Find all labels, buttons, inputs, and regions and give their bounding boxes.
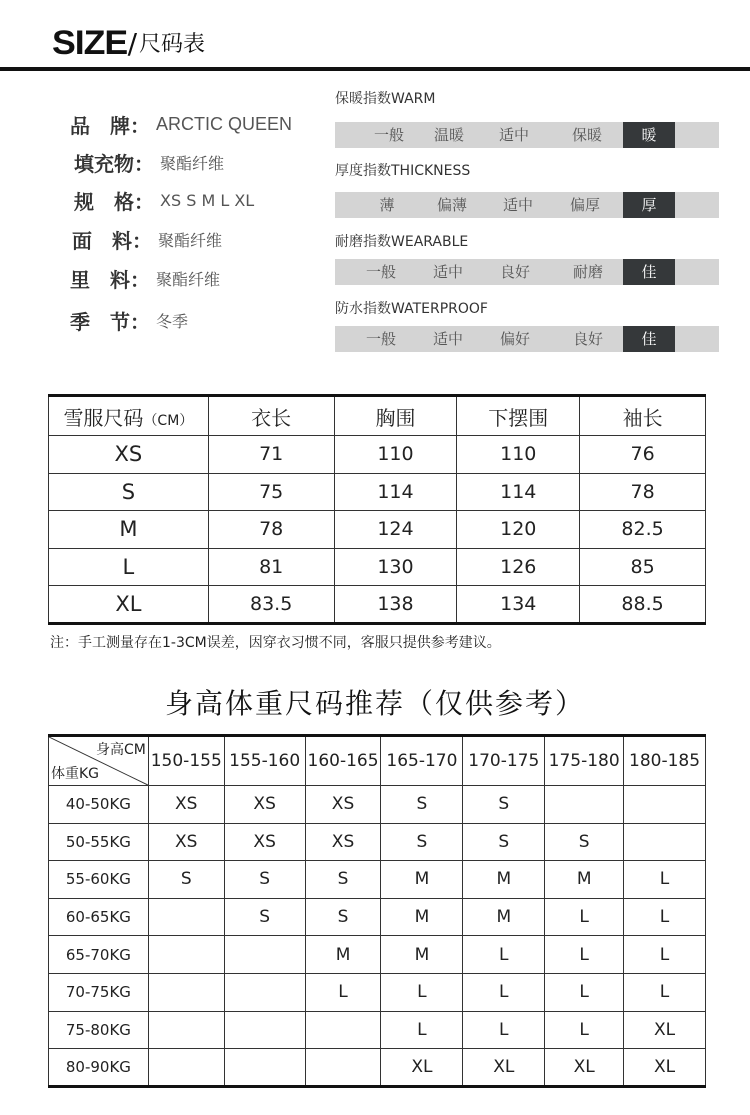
row-size: XS [49, 436, 209, 474]
cell: 114 [457, 473, 580, 511]
cell: XS [224, 786, 305, 824]
cell: XS [148, 786, 224, 824]
cell: 88.5 [580, 586, 706, 624]
table-row [49, 973, 706, 1011]
row-weight: 60-65KG [49, 898, 149, 936]
cell [148, 898, 224, 936]
cell: XL [463, 1049, 545, 1087]
spec-label: 季 节： [70, 310, 150, 334]
cell: M [463, 898, 545, 936]
weight-axis-label: 体重KG [51, 766, 100, 782]
cell: 83.5 [208, 586, 334, 624]
wearable-index-title: 耐磨指数WEARABLE [335, 234, 469, 250]
table-row [49, 473, 706, 511]
cell: XS [305, 823, 381, 861]
cell: XS [148, 823, 224, 861]
index-level-selected: 佳 [623, 259, 675, 285]
cell: M [545, 861, 624, 899]
spec-brand [70, 110, 292, 139]
thickness-index-title: 厚度指数THICKNESS [335, 163, 471, 179]
cell: S [545, 823, 624, 861]
spec-label: 规 格： [74, 190, 154, 214]
cell [305, 1011, 381, 1049]
table-corner: 雪服尺码（CM） [49, 396, 209, 436]
cell: S [224, 861, 305, 899]
cell [624, 823, 706, 861]
index-level: 适中 [432, 263, 463, 281]
warm-index-title: 保暖指数WARM [335, 91, 436, 107]
column-header: 170-175 [463, 736, 545, 786]
spec-label: 里 料： [70, 268, 150, 292]
column-header: 155-160 [224, 736, 305, 786]
cell: M [381, 936, 463, 974]
cell [624, 786, 706, 824]
cell: 82.5 [580, 511, 706, 549]
index-level: 适中 [502, 196, 533, 214]
cell: L [463, 973, 545, 1011]
index-level: 薄 [379, 196, 395, 214]
row-size: L [49, 548, 209, 586]
spec-filling [74, 148, 224, 177]
column-header: 袖长 [580, 396, 706, 436]
spec-sizes [74, 186, 254, 215]
row-size: XL [49, 586, 209, 624]
row-weight: 40-50KG [49, 786, 149, 824]
spec-value: XS S M L XL [160, 191, 255, 210]
table-row [49, 1011, 706, 1049]
cell: S [463, 823, 545, 861]
cell: XS [224, 823, 305, 861]
cell: L [624, 861, 706, 899]
index-level: 一般 [373, 126, 404, 144]
title-separator: / [127, 27, 138, 60]
cell: 114 [334, 473, 457, 511]
cell: L [545, 973, 624, 1011]
table-corner [49, 736, 149, 786]
spec-value: ARCTIC QUEEN [156, 114, 293, 134]
cell: L [463, 1011, 545, 1049]
cell: L [463, 936, 545, 974]
column-header: 150-155 [148, 736, 224, 786]
cell [545, 786, 624, 824]
cell [148, 1011, 224, 1049]
title-en: SIZE [52, 24, 128, 62]
cell [148, 936, 224, 974]
index-level: 偏厚 [569, 196, 600, 214]
spec-label: 填充物： [74, 152, 154, 176]
cell: 120 [457, 511, 580, 549]
table-row [49, 823, 706, 861]
table-row [49, 936, 706, 974]
cell: L [545, 936, 624, 974]
cell: L [381, 1011, 463, 1049]
row-weight: 50-55KG [49, 823, 149, 861]
wearable-index-bar [335, 259, 719, 285]
cell: L [305, 973, 381, 1011]
cell: XS [305, 786, 381, 824]
column-header: 180-185 [624, 736, 706, 786]
index-level: 良好 [572, 330, 603, 348]
header-divider [0, 67, 750, 71]
table-row [49, 786, 706, 824]
cell: S [381, 823, 463, 861]
cell [224, 1049, 305, 1087]
index-level-selected: 厚 [623, 192, 675, 218]
page-title [52, 24, 205, 60]
table-row [49, 548, 706, 586]
cell: S [148, 861, 224, 899]
cell: L [381, 973, 463, 1011]
height-weight-table [48, 734, 706, 1088]
table-row [49, 861, 706, 899]
row-weight: 75-80KG [49, 1011, 149, 1049]
row-size: M [49, 511, 209, 549]
cell: 81 [208, 548, 334, 586]
index-level: 适中 [498, 126, 529, 144]
height-axis-label: 身高CM [95, 742, 146, 758]
cell: XL [545, 1049, 624, 1087]
cell: 138 [334, 586, 457, 624]
cell: XL [624, 1011, 706, 1049]
cell: XL [381, 1049, 463, 1087]
table-header-row [49, 736, 706, 786]
cell: 71 [208, 436, 334, 474]
row-weight: 55-60KG [49, 861, 149, 899]
index-level: 一般 [365, 330, 396, 348]
cell: 134 [457, 586, 580, 624]
spec-value: 冬季 [156, 312, 189, 331]
column-header: 165-170 [381, 736, 463, 786]
row-weight: 70-75KG [49, 973, 149, 1011]
table-row [49, 586, 706, 624]
index-level: 偏薄 [436, 196, 467, 214]
cell: 110 [334, 436, 457, 474]
cell: 126 [457, 548, 580, 586]
table-row [49, 436, 706, 474]
spec-shell [72, 225, 222, 254]
index-level-selected: 佳 [623, 326, 675, 352]
row-weight: 80-90KG [49, 1049, 149, 1087]
cell: 76 [580, 436, 706, 474]
index-level: 耐磨 [572, 263, 603, 281]
cell: L [545, 898, 624, 936]
column-header: 胸围 [334, 396, 457, 436]
cell: S [381, 786, 463, 824]
index-level: 偏好 [499, 330, 530, 348]
index-level-selected: 暖 [623, 122, 675, 148]
cell: M [381, 898, 463, 936]
cell: L [624, 936, 706, 974]
cell: 110 [457, 436, 580, 474]
thickness-index-bar [335, 192, 719, 218]
cell: L [545, 1011, 624, 1049]
cell: S [305, 898, 381, 936]
cell [224, 973, 305, 1011]
table-header-row [49, 396, 706, 436]
spec-season [70, 306, 188, 335]
waterproof-index-bar [335, 326, 719, 352]
cell: 130 [334, 548, 457, 586]
spec-value: 聚酯纤维 [160, 154, 225, 173]
cell: L [624, 898, 706, 936]
index-level: 一般 [365, 263, 396, 281]
size-measurement-table [48, 394, 706, 625]
measurement-note: 注：手工测量存在1-3CM误差，因穿衣习惯不同，客服只提供参考建议。 [50, 635, 501, 651]
title-cn: 尺码表 [139, 32, 206, 57]
index-level: 良好 [499, 263, 530, 281]
cell [305, 1049, 381, 1087]
spec-value: 聚酯纤维 [156, 270, 221, 289]
cell: M [381, 861, 463, 899]
index-level: 保暖 [571, 126, 602, 144]
cell: M [305, 936, 381, 974]
recommend-title: 身高体重尺码推荐（仅供参考） [164, 687, 585, 720]
index-level: 适中 [432, 330, 463, 348]
spec-value: 聚酯纤维 [158, 231, 223, 250]
column-header: 175-180 [545, 736, 624, 786]
waterproof-index-title: 防水指数WATERPROOF [335, 301, 488, 317]
cell: 75 [208, 473, 334, 511]
cell: 124 [334, 511, 457, 549]
spec-lining [70, 264, 220, 293]
cell: S [463, 786, 545, 824]
cell: L [624, 973, 706, 1011]
cell: XL [624, 1049, 706, 1087]
row-size: S [49, 473, 209, 511]
cell [224, 936, 305, 974]
column-header: 衣长 [208, 396, 334, 436]
cell: M [463, 861, 545, 899]
cell: S [224, 898, 305, 936]
cell [148, 973, 224, 1011]
column-header: 下摆围 [457, 396, 580, 436]
cell: 85 [580, 548, 706, 586]
table-row [49, 511, 706, 549]
cell: 78 [208, 511, 334, 549]
spec-label: 品 牌： [70, 114, 150, 138]
column-header: 160-165 [305, 736, 381, 786]
cell [224, 1011, 305, 1049]
table-row [49, 1049, 706, 1087]
cell: S [305, 861, 381, 899]
cell: 78 [580, 473, 706, 511]
index-level: 温暖 [433, 126, 464, 144]
warm-index-bar [335, 122, 719, 148]
row-weight: 65-70KG [49, 936, 149, 974]
spec-label: 面 料： [72, 229, 152, 253]
cell [148, 1049, 224, 1087]
table-row [49, 898, 706, 936]
